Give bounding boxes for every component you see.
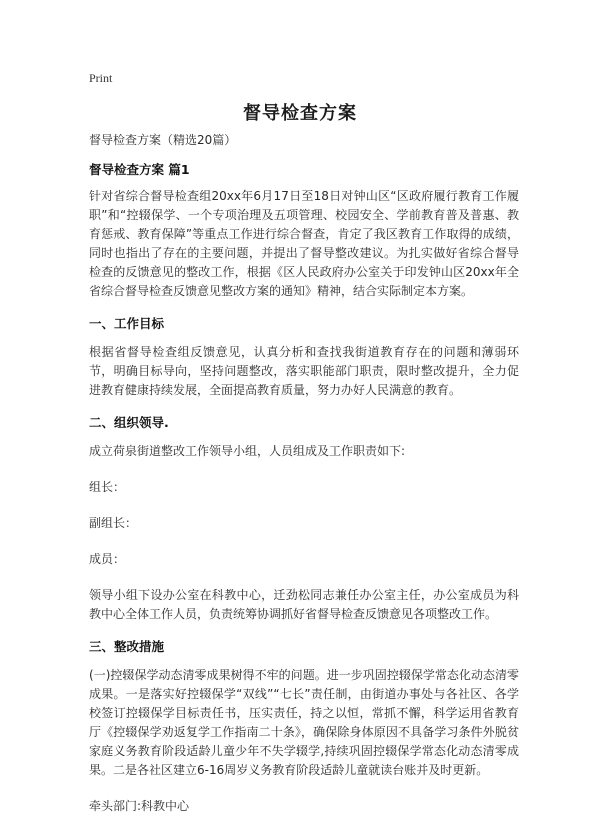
document-title: 督导检查方案 — [243, 103, 357, 124]
section-heading-leadership: 二、组织领导. — [89, 415, 169, 430]
document-subtitle: 督导检查方案（精选20篇） — [89, 133, 237, 147]
section-paragraph-goals: 根据省督导检查组反馈意见，认真分析和查找我街道教育存在的问题和薄弱环节，明确目标导向，坚持问题整改，落实职能部门职责，限时整改提升，全力促进教育健康持续发展，全面提高教育质量，努力办好人民满意的教育。 — [89, 345, 519, 397]
lead-department: 牵头部门:科教中心 — [89, 799, 190, 813]
section-paragraph-measures: (一)控辍保学动态清零成果树得不牢的问题。进一步巩固控辍保学常态化动态清零成果。一是落实好控辍保学“双线”“七长”责任制，由街道办事处与各社区、各学校签订控辍保学目标责任书，压实责任，持之以恒，常抓不懈，科学运用省教育厅《控辍保学劝返复学工作指南二十条》，确保除身体原因不具备学习条件外脱贫家庭义务教育阶段适龄儿童少年不失学辍学,持续巩固控辍保学常态化动态清零成果。二是各社区建立6-16周岁义务教育阶段适龄儿童就读台账并及时更新。 — [89, 668, 519, 777]
section-heading-goals: 一、工作目标 — [89, 316, 165, 331]
print-label: Print — [89, 71, 113, 85]
intro-paragraph: 针对省综合督导检查组20xx年6月17日至18日对钟山区“区政府履行教育工作履职”和“控辍保学、一个专项治理及五项管理、校园安全、学前教育普及普惠、教育惩戒、教育保障”等重点工作进行综合督查，肯定了我区教育工作取得的成绩，同时也指出了存在的主要问题，并提出了督导整改建议。为扎实做好省综合督导检查的反馈意见的整改工作，根据《区人民政府办公室关于印发钟山区20xx年全省综合督导检查反馈意见整改方案的通知》精神，结合实际制定本方案。 — [89, 189, 519, 298]
members-label: 成员： — [89, 552, 126, 566]
article-heading: 督导检查方案 篇1 — [89, 162, 190, 177]
team-leader-label: 组长： — [89, 480, 126, 494]
section-heading-measures: 三、整改措施 — [89, 639, 165, 654]
document-body — [89, 131, 519, 816]
section-paragraph-leadership: 领导小组下设办公室在科教中心，迁劲松同志兼任办公室主任，办公室成员为科教中心全体工作人员，负责统筹协调抓好省督导检查反馈意见各项整改工作。 — [89, 588, 519, 621]
leadership-lead: 成立荷泉街道整改工作领导小组，人员组成及工作职责如下: — [89, 444, 406, 458]
deputy-leader-label: 副组长： — [89, 516, 138, 530]
